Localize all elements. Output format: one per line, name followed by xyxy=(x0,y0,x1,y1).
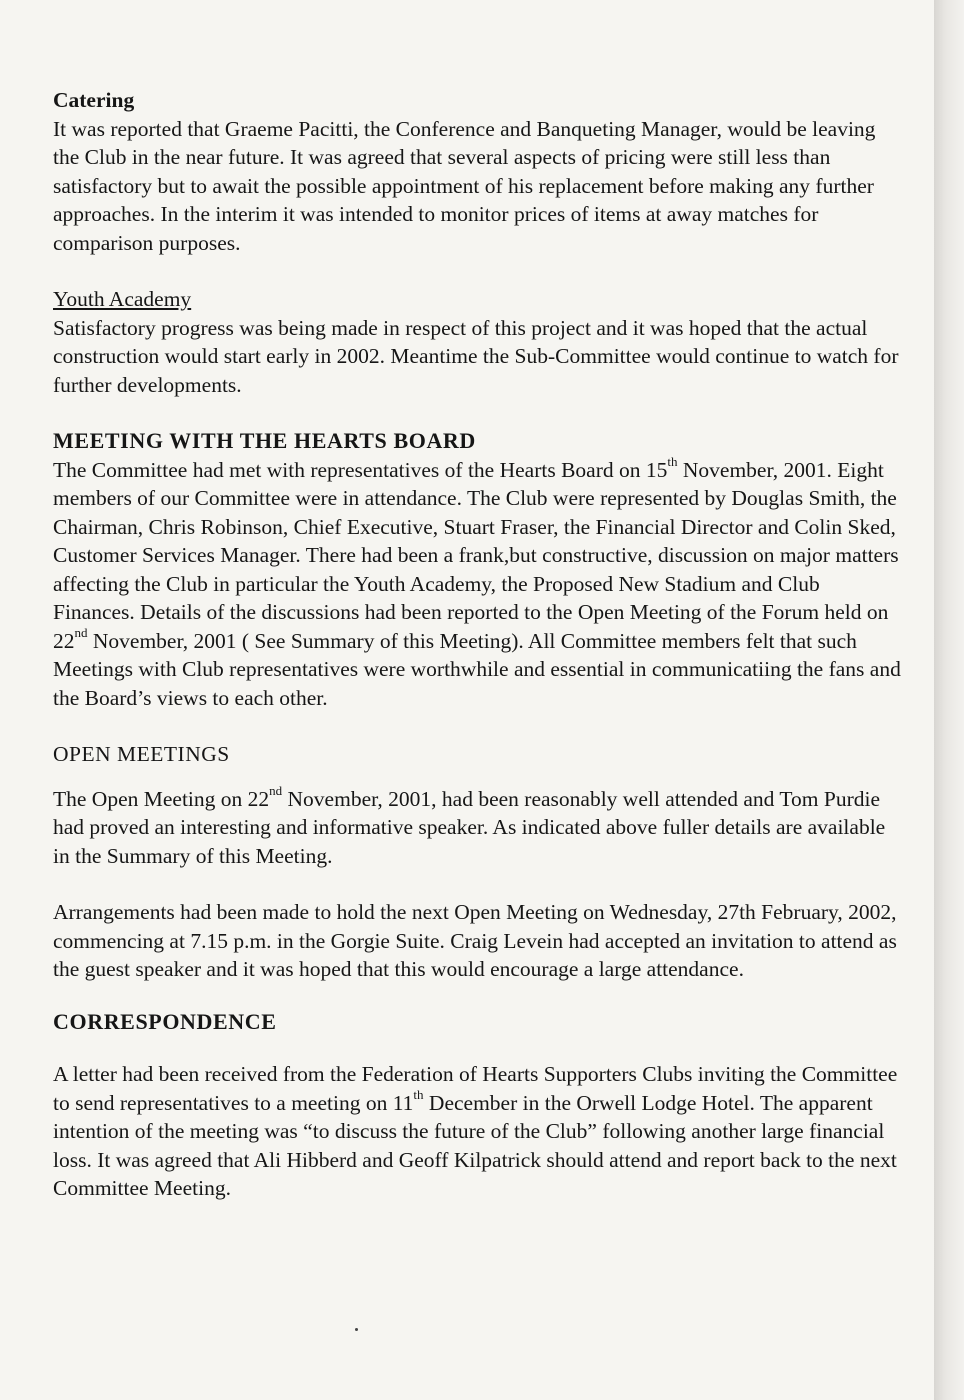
youth-academy-paragraph: Satisfactory progress was being made in respect of this project and it was hoped that the actual construction would start early in 2002. Meantime the Sub-Committee would continue to watch for further developments. xyxy=(53,315,899,397)
correspondence-paragraph xyxy=(53,1060,903,1203)
hearts-board-paragraph xyxy=(53,456,903,713)
hearts-board-text-1: The Committee had met with representatives of the Hearts Board on 15 xyxy=(53,457,668,482)
correspondence-text-1: A letter had been received from the Federation of Hearts Supporters Clubs inviting the Committee to send representatives to a meeting on 11 xyxy=(53,1062,898,1115)
open-meetings-paragraph-1 xyxy=(53,785,903,871)
open-meetings-paragraph-2: Arrangements had been made to hold the next Open Meeting on Wednesday, 27th February, 2002, commencing at 7.15 p.m. in the Gorgie Suite. Craig Levein had accepted an invitation to attend as the guest speaker and it was hoped that this would encourage a large attendance. xyxy=(53,900,897,981)
open-meetings-text-1: The Open Meeting on 22 xyxy=(53,786,270,811)
correspondence-heading: CORRESPONDENCE xyxy=(53,1008,277,1034)
catering-paragraph: It was reported that Graeme Pacitti, the Conference and Banqueting Manager, would be leaving the Club in the near future. It was agreed that several aspects of pricing were still less than satisfactory but to await the possible appointment of his replacement before making any further approaches. In the interim it was intended to monitor prices of items at away matches for comparison purposes. xyxy=(53,116,876,255)
hearts-board-heading: MEETING WITH THE HEARTS BOARD xyxy=(53,428,476,453)
hearts-board-sup-2: nd xyxy=(74,625,88,641)
page-edge xyxy=(934,0,964,1400)
open-meetings-text-2: November, 2001, had been reasonably well attended and Tom Purdie had proved an interesting and informative speaker. As indicated above fuller details are available in the Summary of this Meeting. xyxy=(53,786,886,868)
catering-heading: Catering xyxy=(53,88,135,112)
youth-academy-heading: Youth Academy xyxy=(53,287,192,311)
page-speck xyxy=(355,1328,358,1331)
document-body xyxy=(53,86,903,1203)
correspondence-text-2: December in the Orwell Lodge Hotel. The apparent intention of the meeting was “to discuss the future of the Club” following another large financial loss. It was agreed that Ali Hibberd and Geoff Kilpatrick should attend and report back to the next Committee Meeting. xyxy=(53,1090,897,1200)
open-meetings-heading: OPEN MEETINGS xyxy=(53,742,230,766)
hearts-board-text-2: November, 2001. Eight members of our Committee were in attendance. The Club were represented by Douglas Smith, the Chairman, Chris Robinson, Chief Executive, Stuart Fraser, the Financial Director and Colin Sked, Customer Services Manager. There had been a frank,but constructive, discussion on major matters affecting the Club in particular the Youth Academy, the Proposed New Stadium and Club Finances. Details of the discussions had been reported to the Open Meeting of the Forum held on 22 xyxy=(53,457,899,653)
hearts-board-sup-1: th xyxy=(667,454,678,470)
correspondence-sup: th xyxy=(413,1087,424,1103)
open-meetings-sup: nd xyxy=(269,783,283,799)
hearts-board-text-3: November, 2001 ( See Summary of this Meeting). All Committee members felt that such Meetings with Club representatives were worthwhile and essential in communicatiing the fans and the Board’s views to each other. xyxy=(53,628,901,710)
